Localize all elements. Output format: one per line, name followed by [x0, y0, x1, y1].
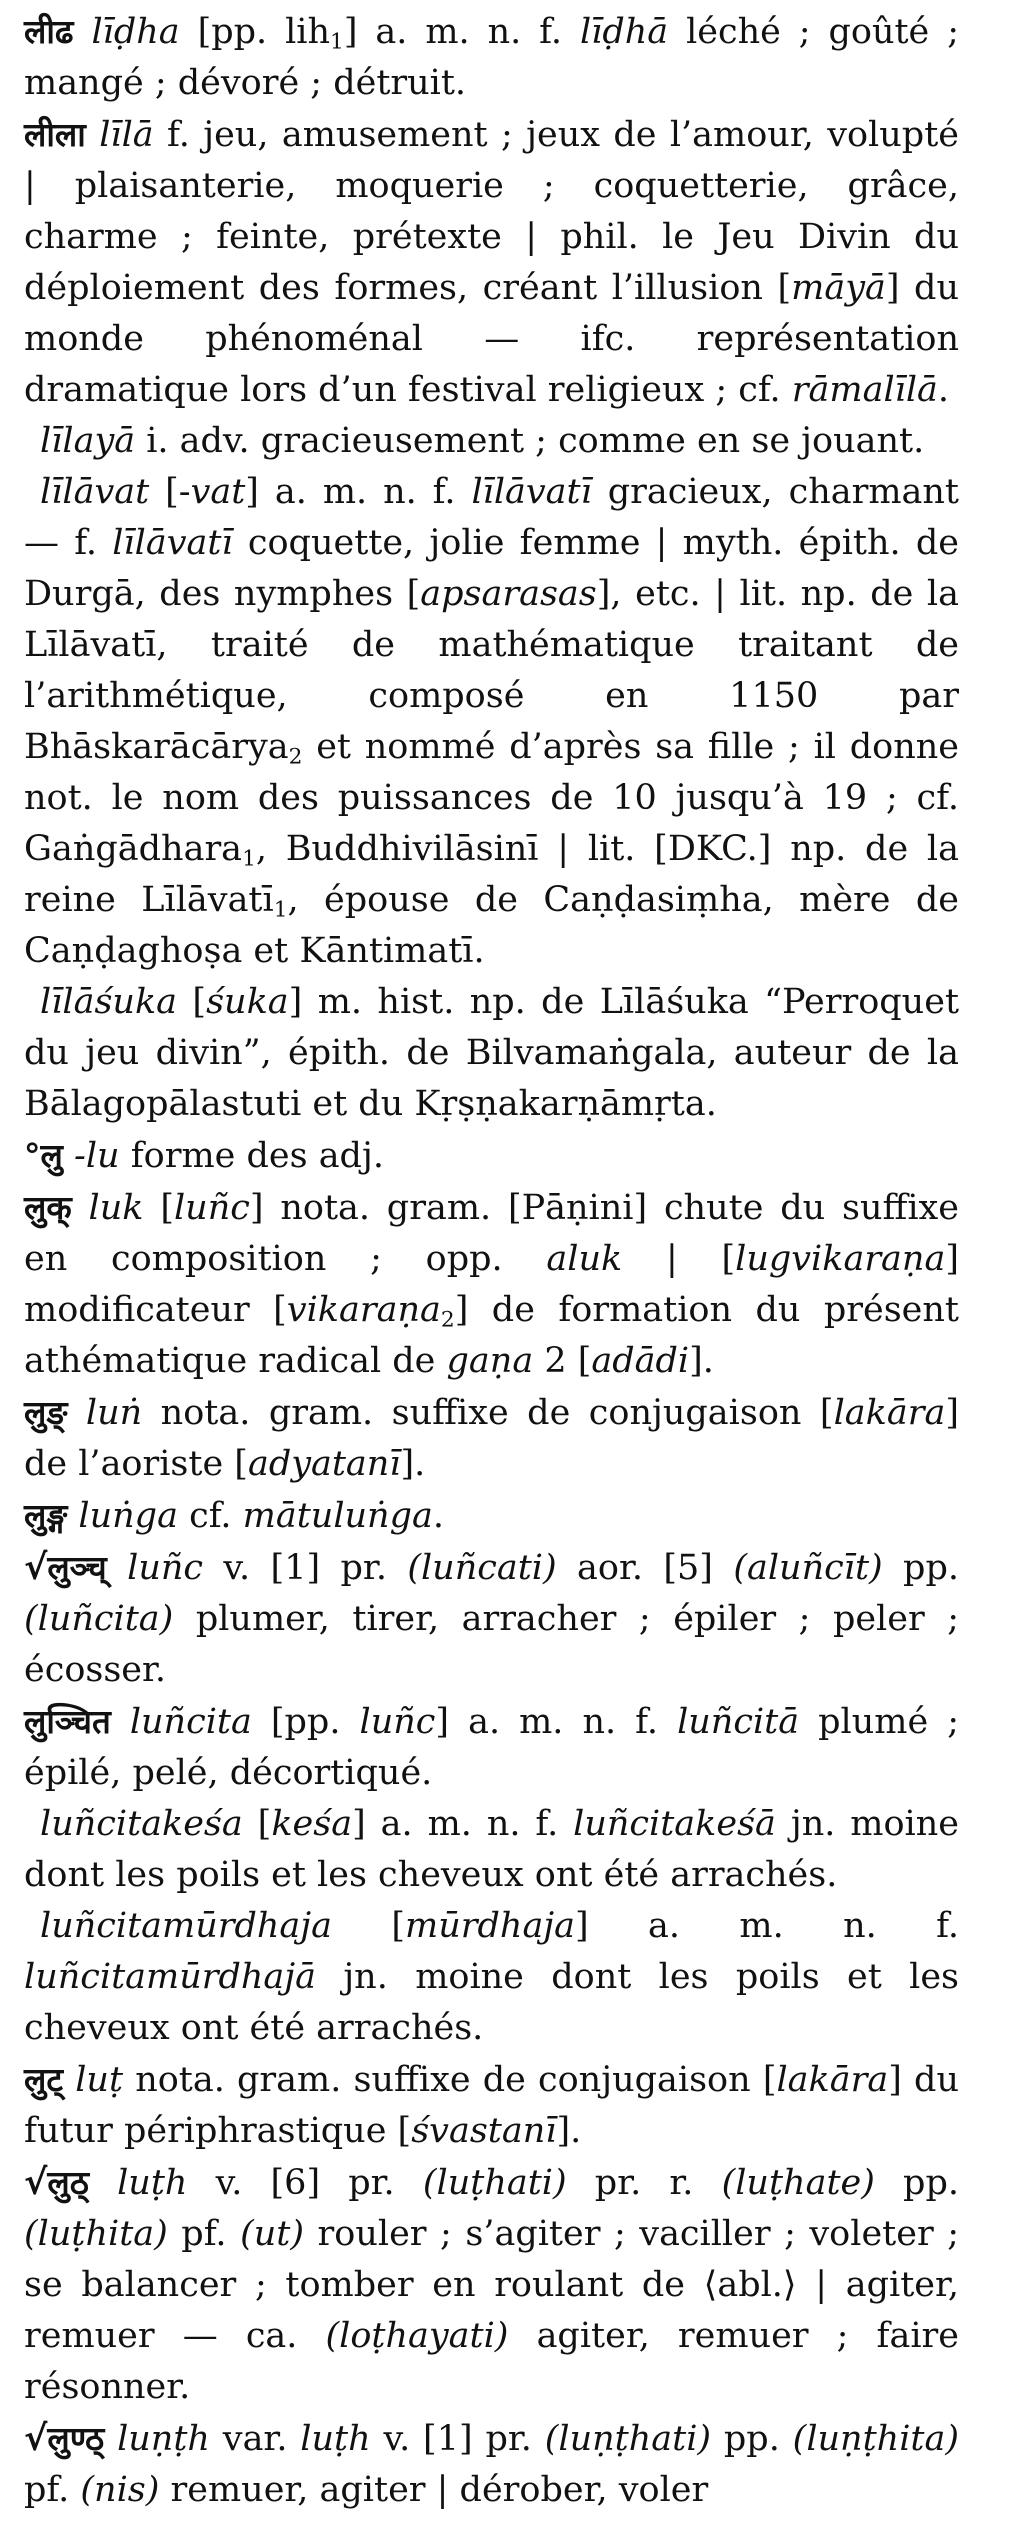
entry-text: [pp.: [179, 12, 286, 52]
entry-text: 2 [: [533, 1341, 592, 1381]
italic-text: śuka: [206, 982, 289, 1022]
entry-text: ] nota. gram. [Pāṇini] chute du suffixe en composition ; opp.: [24, 1188, 959, 1279]
entry-text: [: [332, 1906, 406, 1946]
italic-text: (luṇṭhita): [792, 2419, 959, 2459]
entry-text: f. jeu, amusement ; jeux de l’amour, volupté | plaisanterie, moquerie ; coquetterie, grâce, charme ; feinte, prétexte | phil. le Jeu Divin du déploiement des formes, créant l’illusion [: [24, 115, 959, 308]
entry-text: [74, 12, 92, 52]
italic-text: luṭh: [300, 2419, 371, 2459]
devanagari-headword: लुङ्: [24, 1393, 68, 1432]
sub-entry: [24, 1799, 959, 1901]
entry-text: pp.: [882, 1548, 959, 1588]
entry-text: ] m. hist. np. de Līlāśuka “Perroquet du jeu divin”, épith. de Bilvamaṅgala, auteur de la Bālagopālastuti et du Kṛṣṇakarṇāmṛta.: [24, 982, 960, 1124]
homonym-index: 2: [288, 744, 303, 770]
italic-text: (aluñcīt): [733, 1548, 883, 1588]
entry-text: léché ; goûté ; mangé ; dévoré ; détruit.: [24, 12, 959, 103]
entry-text: [89, 2163, 117, 2203]
devanagari-headword: °लु: [24, 1136, 63, 1175]
sub-entry: [24, 416, 959, 467]
entry-text: aor. [5]: [556, 1548, 734, 1588]
entry-text: [107, 1548, 127, 1588]
dictionary-entry: [24, 1490, 959, 1542]
italic-text: luñcitamūrdhaja: [40, 1906, 332, 1946]
entry-text: remuer, agiter | dérober, voler: [159, 2470, 709, 2510]
root-sign: √: [24, 2163, 48, 2203]
entry-text: ] a. m. n. f.: [352, 1804, 574, 1844]
homonym-index: 1: [273, 897, 288, 923]
entry-text: [63, 1136, 74, 1176]
italic-text: luñcitakeśā: [573, 1804, 776, 1844]
italic-text: līlāvat: [40, 472, 150, 512]
entry-text: [: [242, 1804, 272, 1844]
italic-text: (loṭhayati): [325, 2316, 509, 2356]
italic-text: luñc: [173, 1188, 250, 1228]
italic-text: vikaraṇa: [286, 1290, 441, 1330]
homonym-index: 2: [440, 1307, 455, 1333]
entry-text: pr. r.: [566, 2163, 722, 2203]
italic-text: lugvikaraṇa: [735, 1239, 946, 1279]
italic-text: māyā: [791, 268, 886, 308]
dictionary-entries: [24, 6, 959, 2516]
italic-text: vat: [190, 472, 246, 512]
devanagari-headword: लुण्ठ्: [47, 2419, 105, 2458]
italic-text: (ut): [240, 2214, 305, 2254]
entry-text: ] de l’aoriste [: [24, 1393, 959, 1484]
dictionary-entry: [24, 1696, 959, 1799]
entry-text: pf.: [24, 2470, 81, 2510]
italic-text: lakāra: [833, 1393, 946, 1433]
entry-text: [-: [149, 472, 191, 512]
entry-text: ].: [556, 2111, 582, 2151]
entry-text: et nommé d’après sa fille ; il donne not. le nom des puissances de 10 jusqu’à 19 ; cf. Gaṅgādhara: [24, 727, 959, 869]
homonym-index: 1: [330, 29, 344, 55]
italic-text: mūrdhaja: [405, 1906, 576, 1946]
dictionary-entry: [24, 2413, 959, 2516]
devanagari-headword: लीला: [24, 115, 86, 154]
entry-text: ], etc. | lit. np. de la Līlāvatī, traité de mathématique traitant de l’arithmétique, composé en 1150 par Bhāskarācārya: [24, 574, 959, 767]
root-sign: √: [24, 1548, 48, 1588]
italic-text: mātuluṅga: [242, 1496, 433, 1536]
dictionary-entry: [24, 2054, 959, 2157]
sub-entry: [24, 977, 959, 1130]
dictionary-entry: [24, 2157, 959, 2413]
dictionary-entry: [24, 1387, 959, 1490]
entry-text: lih: [285, 12, 331, 52]
devanagari-headword: लीढ: [24, 12, 74, 51]
entry-text: i. adv. gracieusement ; comme en se jouant.: [135, 421, 925, 461]
italic-text: (nis): [80, 2470, 160, 2510]
dictionary-entry: [24, 1542, 959, 1696]
devanagari-headword: लुञ्च्: [47, 1548, 107, 1587]
entry-text: ] du monde phénoménal — ifc. représentation dramatique lors d’un festival religieux ; cf.: [24, 268, 959, 410]
italic-text: -lu: [74, 1136, 120, 1176]
italic-text: (luñcita): [24, 1599, 174, 1639]
dictionary-entry: [24, 1130, 959, 1182]
entry-text: pp.: [874, 2163, 959, 2203]
entry-text: ] modificateur [: [24, 1239, 959, 1330]
entry-text: , épouse de Caṇḍasiṃha, mère de Caṇḍaghoṣa et Kāntimatī.: [24, 880, 959, 971]
italic-text: lakāra: [776, 2060, 889, 2100]
entry-text: gracieux, charmant — f.: [24, 472, 959, 563]
italic-text: līḍha: [91, 12, 180, 52]
entry-text: ] a. m. n. f.: [435, 1702, 678, 1742]
italic-text: luṇṭh: [117, 2419, 210, 2459]
entry-text: rouler ; s’agiter ; vaciller ; voleter ; se balancer ; tomber en roulant de ⟨abl.⟩ | agiter, remuer — ca.: [24, 2214, 959, 2356]
entry-text: .: [432, 1496, 445, 1536]
entry-text: | [: [622, 1239, 736, 1279]
italic-text: (luṇṭhati): [544, 2419, 712, 2459]
italic-text: (luṭhate): [721, 2163, 875, 2203]
italic-text: (luṭhita): [24, 2214, 168, 2254]
entry-text: [: [143, 1188, 174, 1228]
italic-text: adyatanī: [247, 1444, 401, 1484]
entry-text: [: [177, 982, 207, 1022]
entry-text: pf.: [167, 2214, 241, 2254]
entry-text: [111, 1702, 130, 1742]
italic-text: (luñcati): [407, 1548, 557, 1588]
italic-text: līlāśuka: [40, 982, 178, 1022]
italic-text: luñcitā: [677, 1702, 800, 1742]
devanagari-headword: लुञ्चित: [24, 1702, 111, 1741]
italic-text: līlayā: [40, 421, 136, 461]
dictionary-entry: [24, 6, 959, 109]
italic-text: līlā: [99, 115, 154, 155]
italic-text: luñc: [359, 1702, 436, 1742]
entry-text: ] de formation du présent athématique radical de: [24, 1290, 959, 1381]
entry-text: [63, 2060, 75, 2100]
entry-text: , Buddhivilāsinī | lit. [DKC.] np. de la reine Līlāvatī: [24, 829, 959, 920]
entry-text: jn. moine dont les poils et les cheveux ont été arrachés.: [24, 1804, 959, 1895]
italic-text: gaṇa: [446, 1341, 534, 1381]
entry-text: [67, 1496, 78, 1536]
entry-text: v. [1] pr.: [203, 1548, 408, 1588]
homonym-index: 1: [242, 846, 256, 872]
devanagari-headword: लुट्: [24, 2060, 64, 2099]
dictionary-entry: [24, 109, 959, 416]
italic-text: luñcita: [129, 1702, 252, 1742]
entry-text: [72, 1188, 89, 1228]
entry-text: coquette, jolie femme | myth. épith. de Durgā, des nymphes [: [24, 523, 959, 614]
entry-text: [pp.: [251, 1702, 360, 1742]
entry-text: plumé ; épilé, pelé, décortiqué.: [24, 1702, 959, 1793]
entry-text: v. [6] pr.: [187, 2163, 423, 2203]
devanagari-headword: लुठ्: [47, 2163, 89, 2202]
entry-text: nota. gram. suffixe de conjugaison [: [142, 1393, 834, 1433]
italic-text: adādi: [591, 1341, 690, 1381]
italic-text: luṅ: [85, 1393, 143, 1433]
devanagari-headword: लुक्: [24, 1188, 72, 1227]
entry-text: ] a. m. n. f.: [343, 12, 580, 52]
entry-text: ] a. m. n. f.: [245, 472, 472, 512]
entry-text: ] du futur périphrastique [: [24, 2060, 959, 2151]
entry-text: v. [1] pr.: [370, 2419, 545, 2459]
sub-entry: [24, 467, 959, 977]
italic-text: keśa: [271, 1804, 353, 1844]
italic-text: līḍhā: [579, 12, 669, 52]
italic-text: luñcitakeśa: [40, 1804, 243, 1844]
italic-text: luṅga: [78, 1496, 178, 1536]
devanagari-headword: लुङ्ग: [24, 1496, 68, 1535]
entry-text: var.: [209, 2419, 301, 2459]
italic-text: apsarasas: [420, 574, 597, 614]
root-sign: √: [24, 2419, 48, 2459]
italic-text: rāmalīlā: [791, 370, 938, 410]
italic-text: līlāvatī: [112, 523, 233, 563]
entry-text: nota. gram. suffixe de conjugaison [: [123, 2060, 777, 2100]
dictionary-entry: [24, 1182, 959, 1387]
italic-text: śvastanī: [411, 2111, 557, 2151]
entry-text: ] a. m. n. f.: [575, 1906, 959, 1946]
entry-text: cf.: [177, 1496, 243, 1536]
entry-text: ].: [400, 1444, 426, 1484]
italic-text: luk: [88, 1188, 144, 1228]
italic-text: luñcitamūrdhajā: [24, 1957, 316, 1997]
entry-text: plumer, tirer, arracher ; épiler ; peler ; écosser.: [24, 1599, 959, 1690]
sub-entry: [24, 1901, 959, 2054]
entry-text: .: [937, 370, 950, 410]
italic-text: luṭ: [75, 2060, 124, 2100]
entry-text: [104, 2419, 117, 2459]
entry-text: forme des adj.: [119, 1136, 384, 1176]
italic-text: aluk: [546, 1239, 623, 1279]
italic-text: luṭh: [117, 2163, 188, 2203]
italic-text: luñc: [127, 1548, 204, 1588]
entry-text: jn. moine dont les poils et les cheveux ont été arrachés.: [24, 1957, 959, 2048]
entry-text: agiter, remuer ; faire résonner.: [24, 2316, 959, 2407]
italic-text: līlāvatī: [471, 472, 592, 512]
entry-text: [67, 1393, 86, 1433]
entry-text: [86, 115, 99, 155]
entry-text: pp.: [711, 2419, 793, 2459]
italic-text: (luṭhati): [422, 2163, 567, 2203]
entry-text: ].: [689, 1341, 714, 1381]
